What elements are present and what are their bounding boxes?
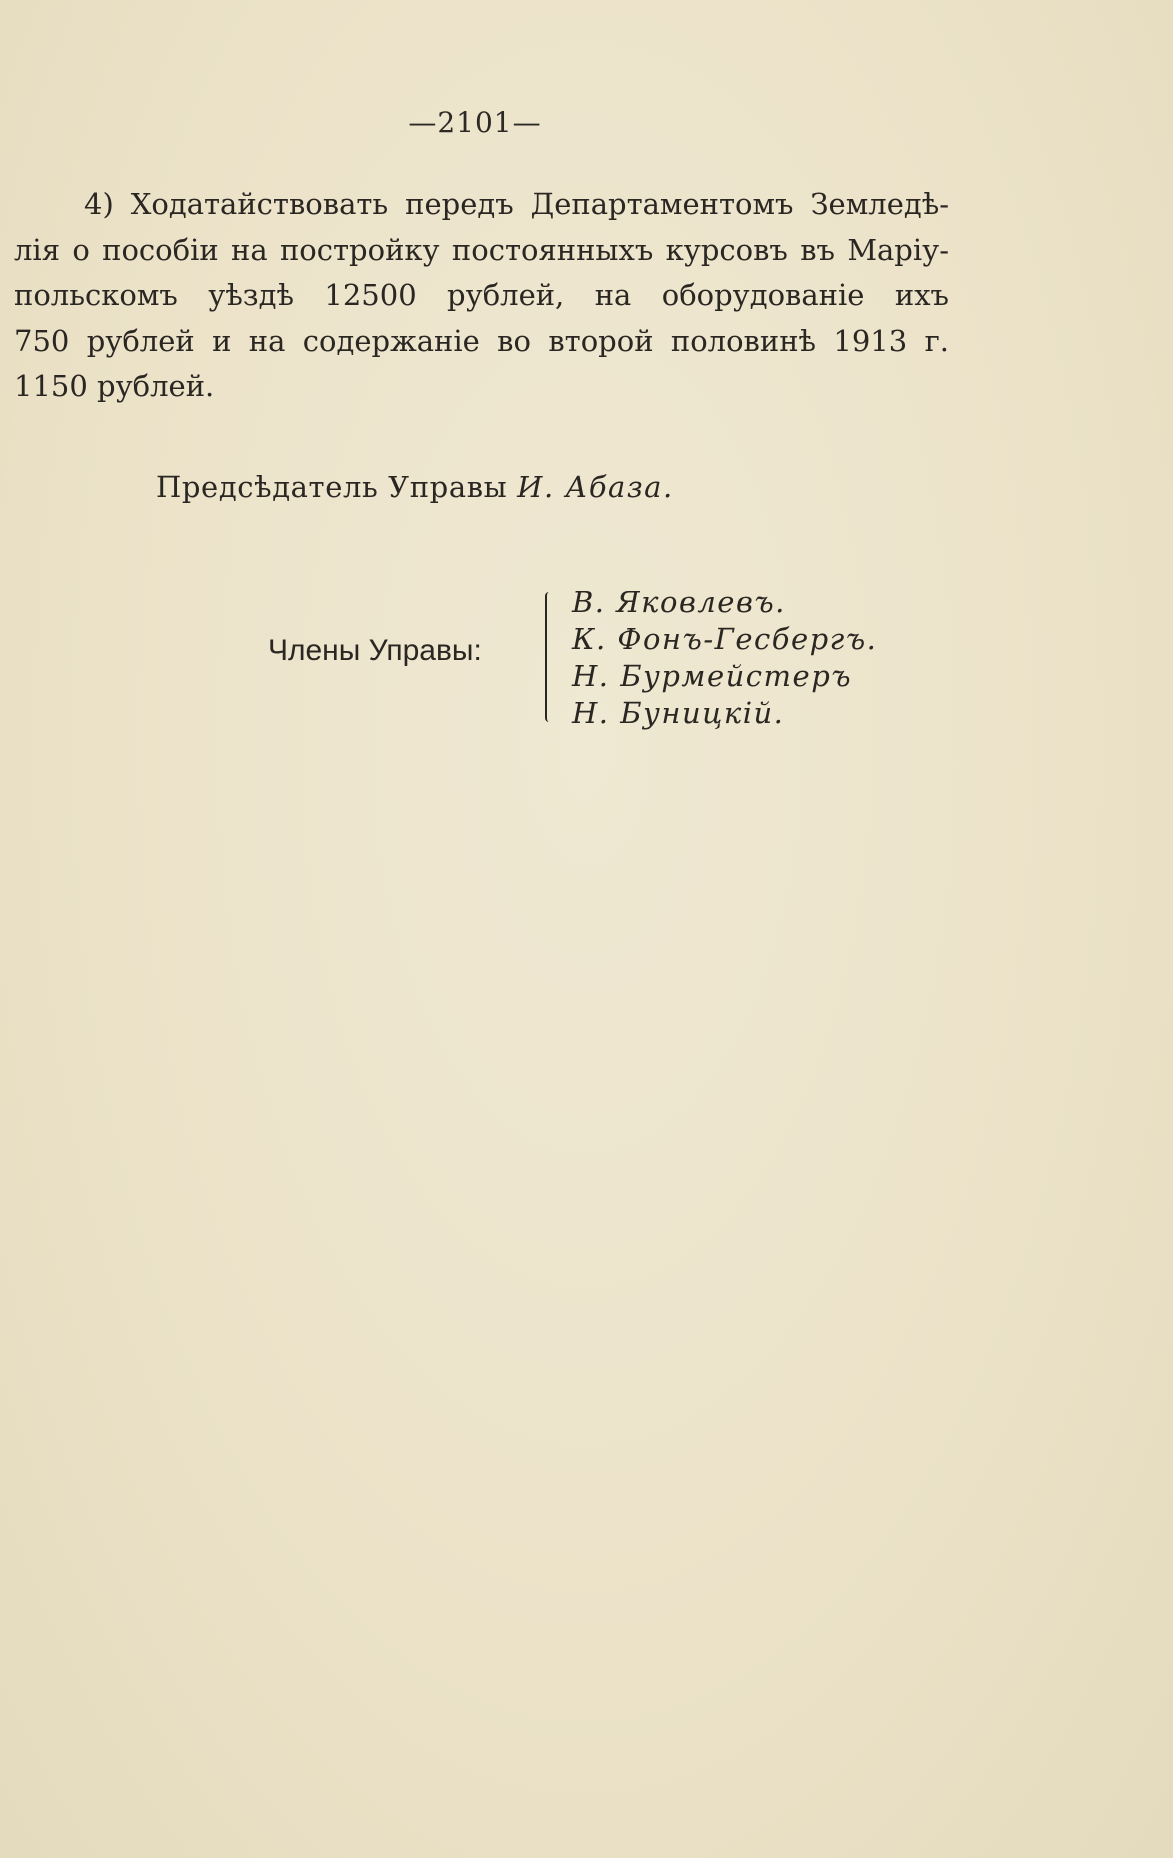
paragraph-line: 1150 рублей. <box>14 369 215 403</box>
chairman-signature <box>156 470 674 504</box>
petition-paragraph <box>14 182 949 410</box>
chairman-name: И. Абаза. <box>517 470 674 504</box>
members-bracket <box>545 592 553 722</box>
member-name: В. Яковлевъ. <box>572 585 786 619</box>
member-name: Н. Бурмейстеръ <box>572 659 853 693</box>
members-label: Члены Управы: <box>268 634 482 667</box>
members-list <box>572 584 877 732</box>
member-name: Н. Буницкій. <box>572 696 785 730</box>
member-name: К. Фонъ-Гесбергъ. <box>572 622 878 656</box>
paragraph-line: 4) Ходатайствовать передъ Департаментомъ Земледѣ- <box>84 187 949 221</box>
paragraph-line: лія о пособіи на постройку постоянныхъ курсовъ въ Маріу- <box>14 232 949 267</box>
page-number: —2101— <box>408 106 542 139</box>
paragraph-line: польскомъ уѣздѣ 12500 рублей, на оборудованіе ихъ <box>14 278 949 312</box>
chairman-title: Предсѣдатель Управы <box>156 470 508 504</box>
paragraph-line: 750 рублей и на содержаніе во второй половинѣ 1913 г. <box>14 323 949 358</box>
